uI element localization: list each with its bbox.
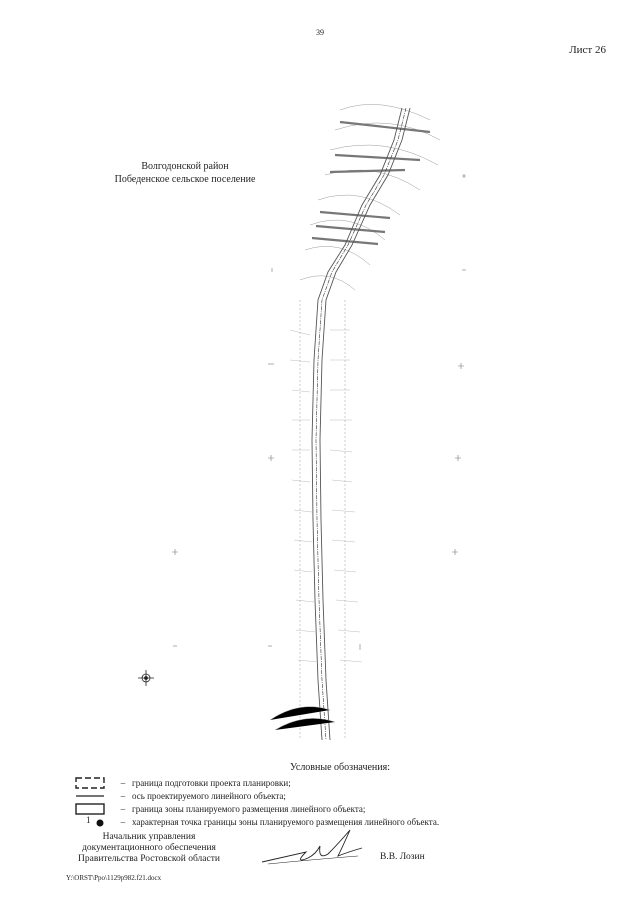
page-number: 39 xyxy=(316,28,324,37)
legend-item-point xyxy=(70,815,439,828)
signatory-title xyxy=(64,832,234,865)
point-number-label: 1 xyxy=(86,814,91,825)
axis-line-icon xyxy=(70,790,112,802)
signatory-title-line: Правительства Ростовской области xyxy=(78,854,220,864)
file-path: Y:\ORST\Ppo\1129p982.f21.docx xyxy=(66,874,162,882)
legend-dash: – xyxy=(120,790,126,801)
legend-text: граница подготовки проекта планировки; xyxy=(132,777,291,788)
point-dot-icon xyxy=(70,816,112,828)
handwritten-signature xyxy=(258,826,368,868)
legend-dash: – xyxy=(120,816,126,827)
solid-rectangle-icon xyxy=(70,803,112,815)
settlement-name: Победенское сельское поселение xyxy=(114,174,256,185)
signatory-title-line: Начальник управления xyxy=(102,832,196,842)
legend-dash: – xyxy=(120,803,126,814)
district-name: Волгодонской район xyxy=(141,161,229,172)
legend-text: граница зоны планируемого размещения линейного объекта; xyxy=(132,803,366,814)
legend-text: характерная точка границы зоны планируемого размещения линейного объекта. xyxy=(132,816,440,827)
legend-item-axis xyxy=(70,789,286,802)
legend-item-zone-boundary xyxy=(70,802,365,815)
signatory-name: В.В. Лозин xyxy=(380,852,425,862)
sheet-label: Лист 26 xyxy=(569,44,606,56)
legend-title: Условные обозначения: xyxy=(290,762,391,773)
legend-item-planning-boundary xyxy=(70,776,291,789)
dashed-rectangle-icon xyxy=(70,777,112,789)
legend-dash: – xyxy=(120,777,126,788)
legend-text: ось проектируемого линейного объекта; xyxy=(132,790,286,801)
signatory-title-line: документационного обеспечения xyxy=(82,843,216,853)
compass-icon xyxy=(138,670,154,686)
